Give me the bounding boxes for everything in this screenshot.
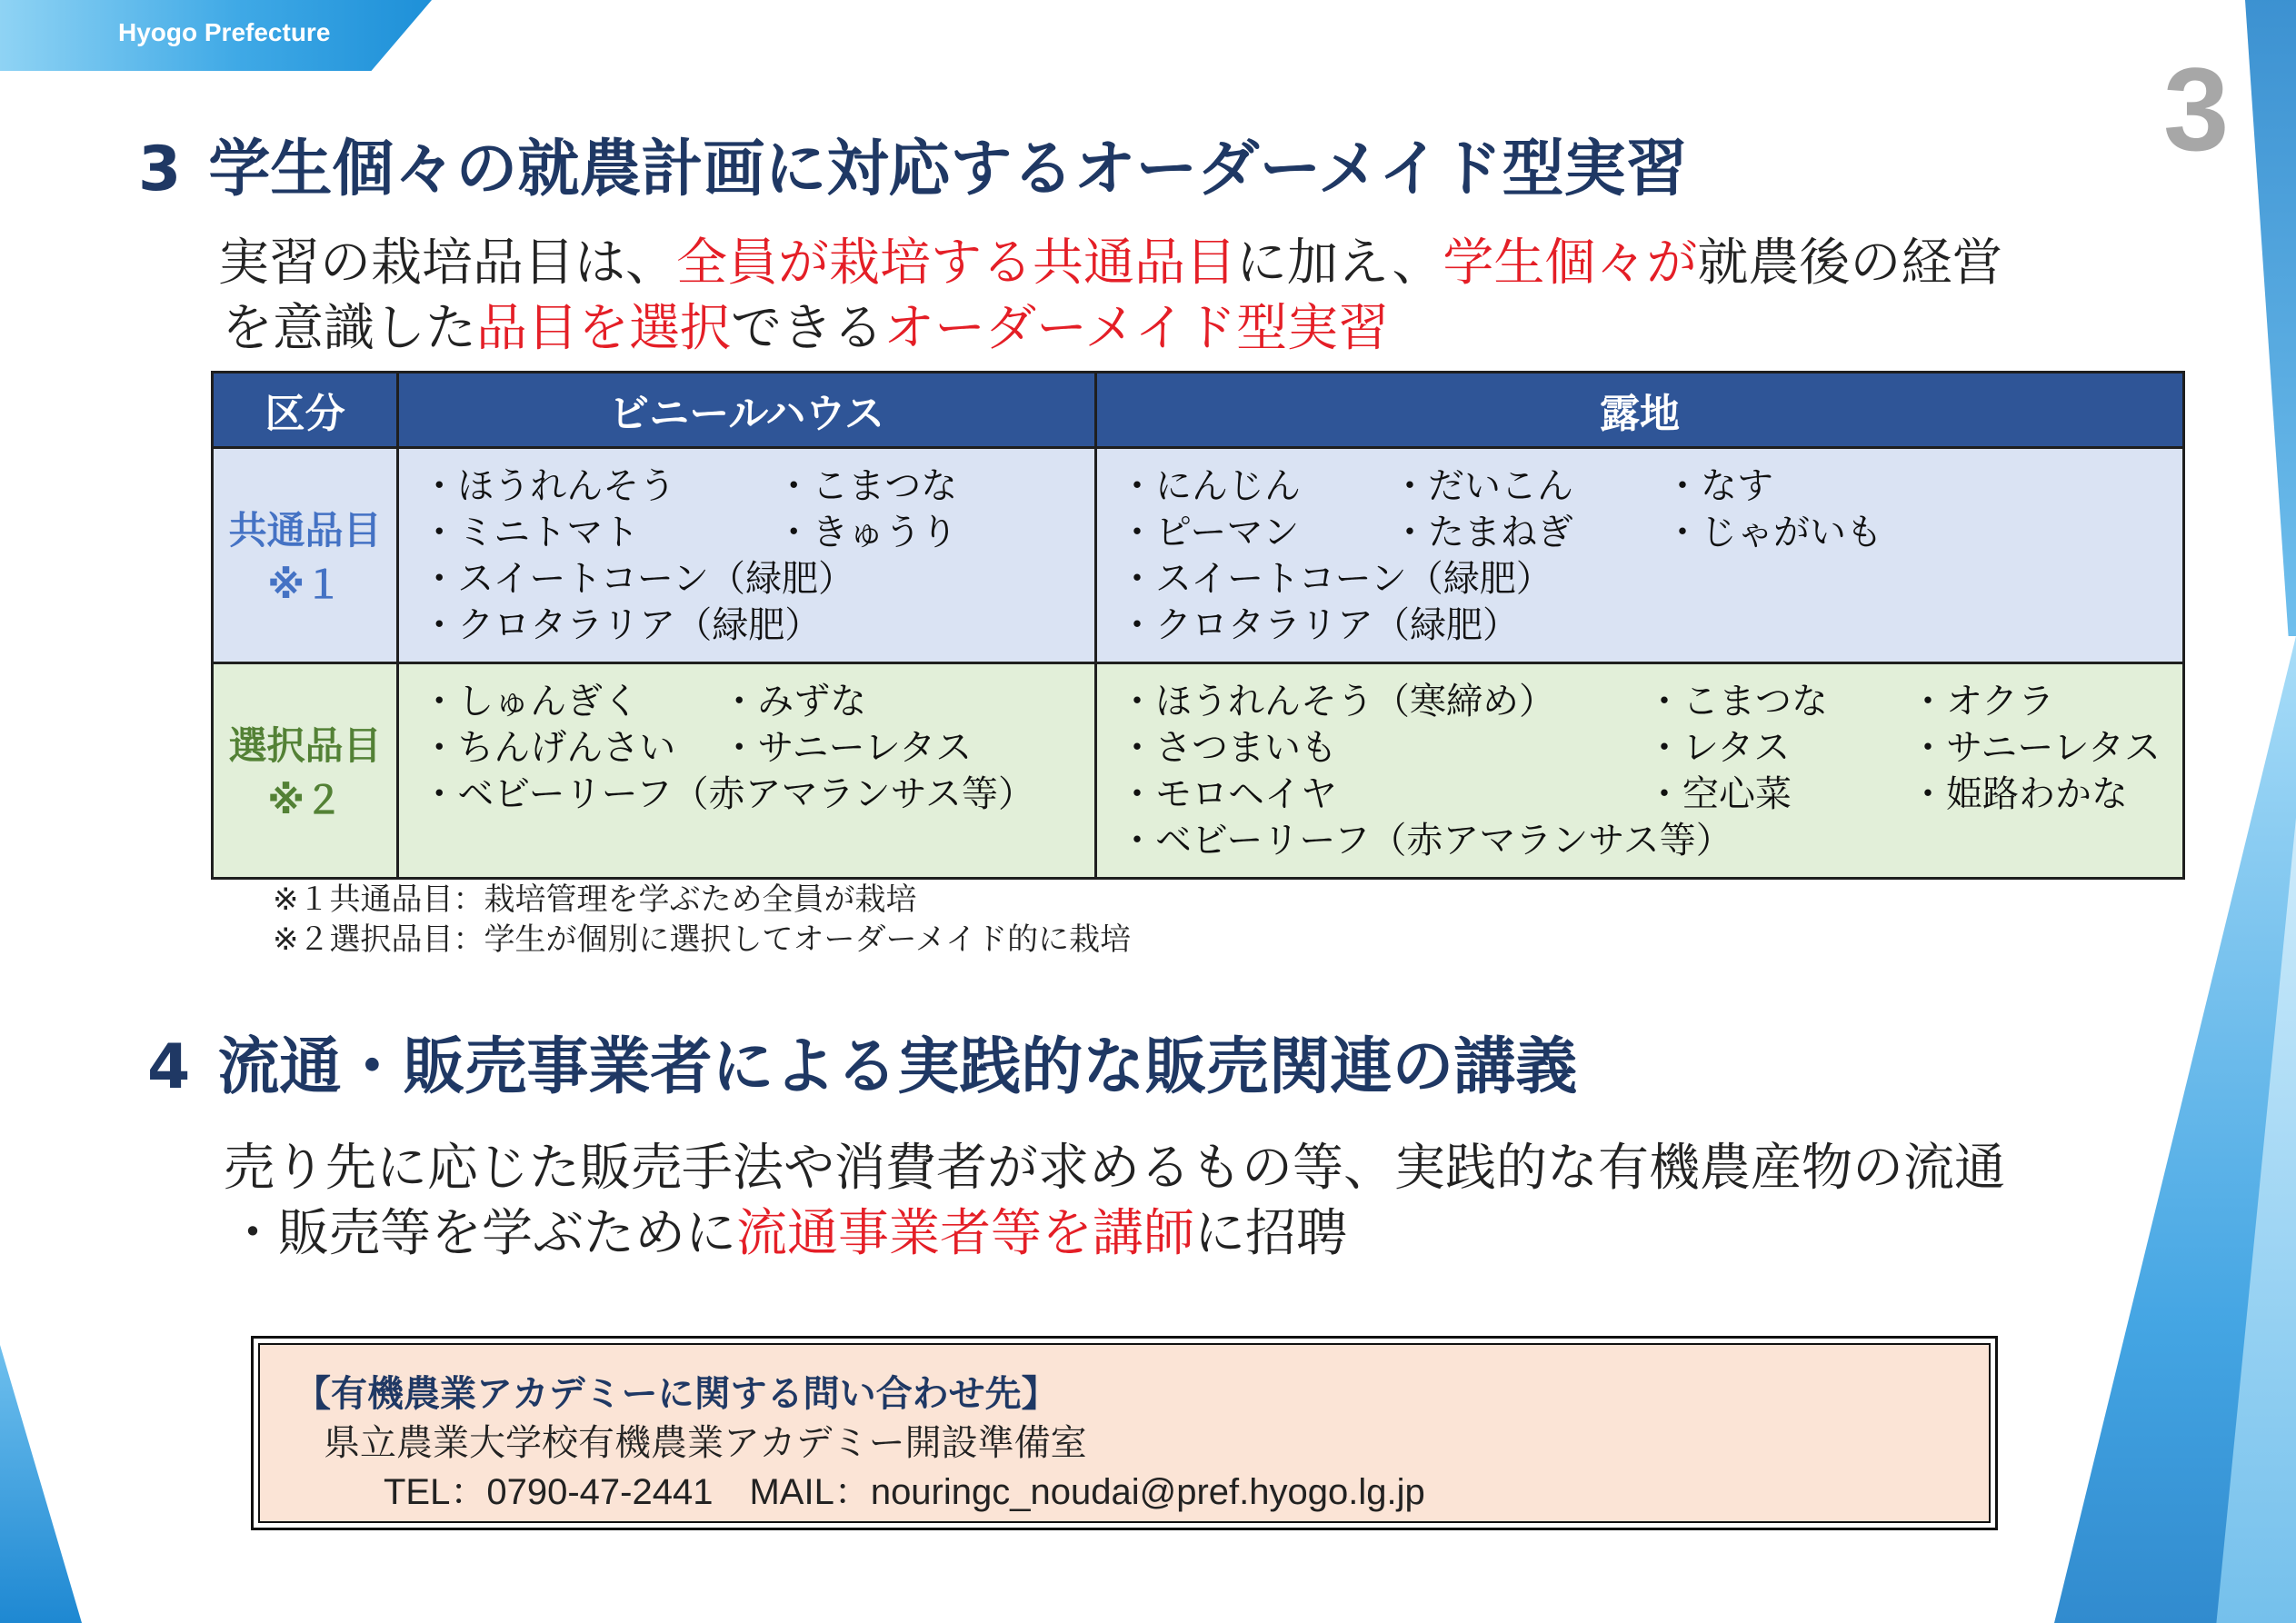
item-line <box>1119 818 2161 864</box>
item-line <box>1119 556 2161 602</box>
item-line <box>421 679 1073 725</box>
item-line <box>421 556 1073 602</box>
crop-item: ・サニーレタス <box>1909 727 2161 769</box>
table-note-1: ※１共通品目：栽培管理を学ぶため全員が栽培 <box>273 881 917 918</box>
contact-title: 【有機農業アカデミーに関する問い合わせ先】 <box>294 1373 1058 1415</box>
contact-box-inner <box>258 1343 1991 1523</box>
crop-item: ・レタス <box>1645 727 1791 769</box>
item-line <box>421 510 1073 556</box>
crop-item: ・スイートコーン（緑肥） <box>1118 558 1552 600</box>
table-note-2: ※２選択品目：学生が個別に選択してオーダーメイド的に栽培 <box>273 921 1132 958</box>
section4-number: 4 <box>147 1031 191 1103</box>
crop-item: ・だいこん <box>1391 465 1573 507</box>
prefecture-label: Hyogo Prefecture <box>118 18 331 46</box>
section4-desc-line1 <box>224 1136 2005 1201</box>
crop-item: ・みずな <box>721 681 867 722</box>
category-selected-mark: ※２ <box>267 778 344 822</box>
section4-heading <box>147 1031 1578 1103</box>
contact-box <box>251 1336 1998 1530</box>
crop-item: ・なす <box>1663 465 1773 507</box>
crop-item: ・ベビーリーフ（赤アマランサス等） <box>1118 820 1732 861</box>
crop-item: ・ミニトマト <box>421 512 640 553</box>
highlight-text: 学生個々が <box>1442 234 1698 293</box>
decorative-stripe-left <box>0 1345 82 1623</box>
category-common <box>213 448 398 663</box>
body-text: 就農後の経営 <box>1697 234 2003 293</box>
common-greenhouse-items <box>398 448 1096 663</box>
crop-item: ・サニーレタス <box>721 727 973 769</box>
crop-item: ・ちんげんさい <box>421 727 676 769</box>
item-line <box>1119 510 2161 556</box>
crop-item: ・こまつな <box>775 465 958 507</box>
crop-item: ・スイートコーン（緑肥） <box>421 558 855 600</box>
item-line <box>1119 463 2161 510</box>
section4-title: 流通・販売事業者による実践的な販売関連の講義 <box>217 1031 1578 1103</box>
item-line <box>421 602 1073 649</box>
section3-heading <box>138 136 1688 204</box>
crop-item: ・オクラ <box>1909 681 2055 722</box>
section3-desc-line1 <box>218 231 2002 296</box>
body-text: 実習の栽培品目は、 <box>218 234 676 293</box>
crop-item: ・クロタラリア（緑肥） <box>421 604 822 646</box>
header-category: 区分 <box>213 373 398 448</box>
crop-item: ・ほうれんそう（寒締め） <box>1118 681 1555 722</box>
body-text: を意識した <box>222 299 476 358</box>
selected-greenhouse-items <box>398 663 1096 879</box>
highlight-text: 品目を選択 <box>476 299 731 358</box>
section3-desc-line2 <box>222 296 1389 362</box>
crop-item: ・ベビーリーフ（赤アマランサス等） <box>421 773 1035 815</box>
body-text: ・販売等を学ぶために <box>227 1204 736 1263</box>
crop-item: ・にんじん <box>1118 465 1301 507</box>
section4-desc-line2 <box>227 1201 1347 1267</box>
item-line <box>1119 772 2161 818</box>
table-row-common <box>213 448 2184 663</box>
table-header-row <box>213 373 2184 448</box>
table-row-selected <box>213 663 2184 879</box>
section3-title: 学生個々の就農計画に対応するオーダーメイド型実習 <box>208 134 1688 205</box>
decorative-stripe-top-right <box>2245 0 2296 636</box>
crop-item: ・こまつな <box>1645 681 1828 722</box>
crop-item: ・ピーマン <box>1118 512 1300 553</box>
crop-item: ・しゅんぎく <box>421 681 640 722</box>
contact-tel-mail: TEL：0790-47-2441 MAIL：nouringc_noudai@pref.hyogo.lg.jp <box>384 1472 1425 1512</box>
item-line <box>1119 602 2161 649</box>
crop-item: ・モロヘイヤ <box>1118 773 1337 815</box>
body-text: できる <box>731 299 883 358</box>
crop-table <box>211 371 2185 880</box>
common-open-field-items <box>1095 448 2183 663</box>
highlight-text: 全員が栽培する共通品目 <box>676 234 1236 293</box>
body-text: に加え、 <box>1236 234 1443 293</box>
crop-item: ・クロタラリア（緑肥） <box>1118 604 1519 646</box>
category-common-label: 共通品目 <box>228 508 382 553</box>
selected-open-field-items <box>1095 663 2183 879</box>
header-open-field: 露地 <box>1095 373 2183 448</box>
crop-item: ・ほうれんそう <box>421 465 676 507</box>
category-selected-label: 選択品目 <box>228 723 382 768</box>
highlight-text: オーダーメイド型実習 <box>883 299 1390 358</box>
section3-number: 3 <box>138 134 182 205</box>
body-text: 売り先に応じた販売手法や消費者が求めるもの等、実践的な有機農産物の流通 <box>224 1139 2005 1198</box>
crop-item: ・さつまいも <box>1118 727 1337 769</box>
contact-department: 県立農業大学校有機農業アカデミー開設準備室 <box>324 1422 1087 1464</box>
item-line <box>421 772 1073 818</box>
highlight-text: 流通事業者等を講師 <box>736 1204 1194 1263</box>
page-number: 3 <box>2163 43 2230 175</box>
crop-item: ・空心菜 <box>1645 773 1792 815</box>
body-text: に招聘 <box>1194 1204 1347 1263</box>
header-greenhouse: ビニールハウス <box>398 373 1096 448</box>
item-line <box>1119 679 2161 725</box>
category-selected <box>213 663 398 879</box>
item-line <box>421 463 1073 510</box>
item-line <box>421 725 1073 772</box>
crop-item: ・きゅうり <box>775 512 958 553</box>
crop-item: ・姫路わかな <box>1909 773 2128 815</box>
category-common-mark: ※１ <box>267 563 344 607</box>
crop-item: ・じゃがいも <box>1663 512 1882 553</box>
item-line <box>1119 725 2161 772</box>
crop-item: ・たまねぎ <box>1391 512 1573 553</box>
